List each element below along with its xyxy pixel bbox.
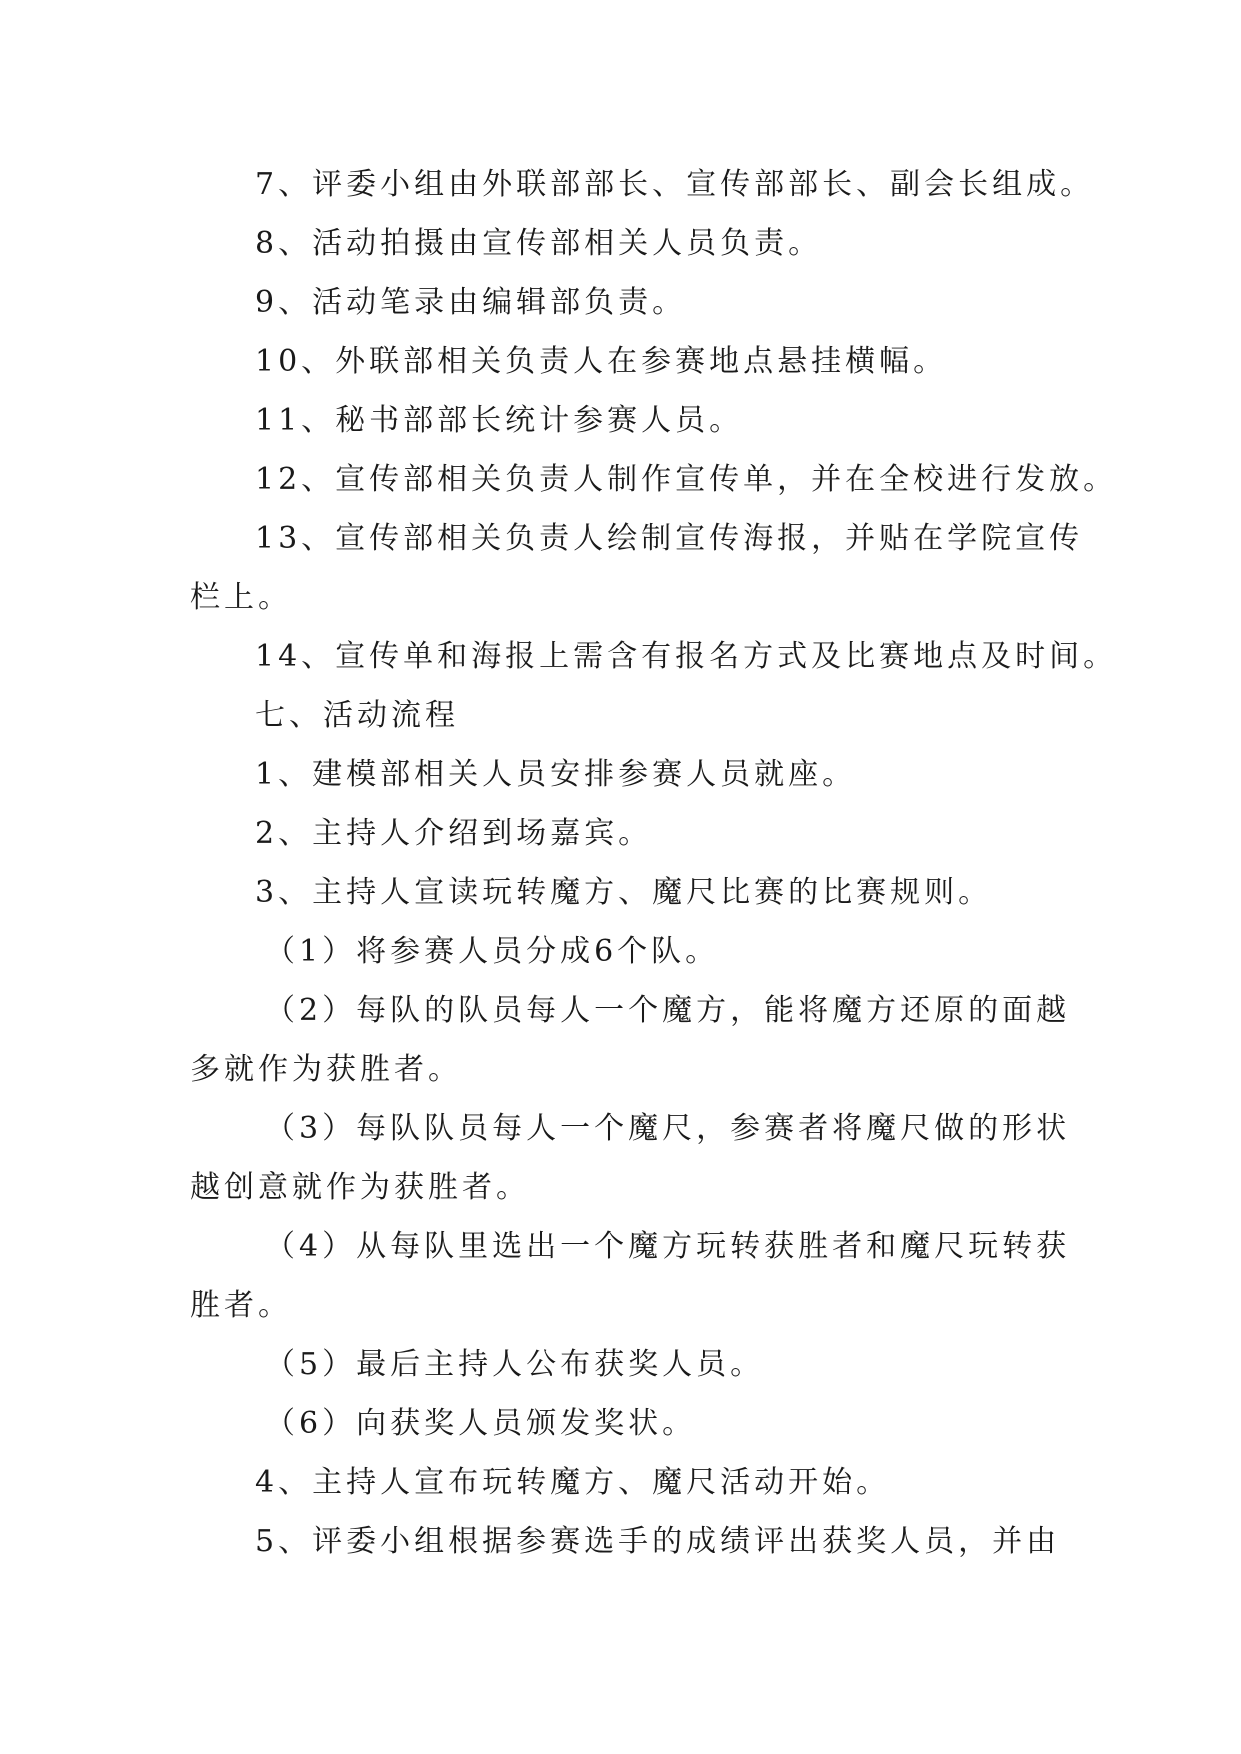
text-line-rule-1: （1）将参赛人员分成6个队。 (265, 934, 720, 969)
text-line-rule-6: （6）向获奖人员颁发奖状。 (265, 1406, 697, 1441)
section-heading: 七、活动流程 (255, 698, 459, 733)
text-line-item-14: 14、宣传单和海报上需含有报名方式及比赛地点及时间。 (255, 639, 1118, 674)
text-line-step-2: 2、主持人介绍到场嘉宾。 (255, 816, 653, 851)
text-line-step-5: 5、评委小组根据参赛选手的成绩评出获奖人员，并由 (255, 1524, 1061, 1559)
text-line-item-13: 13、宣传部相关负责人绘制宣传海报，并贴在学院宣传 (255, 521, 1084, 556)
text-line-step-4: 4、主持人宣布玩转魔方、魔尺活动开始。 (255, 1465, 891, 1500)
text-line-item-13-cont: 栏上。 (190, 580, 292, 615)
text-line-rule-2-cont: 多就作为获胜者。 (190, 1052, 462, 1087)
text-line-rule-2: （2）每队的队员每人一个魔方，能将魔方还原的面越 (265, 993, 1071, 1028)
text-line-step-3: 3、主持人宣读玩转魔方、魔尺比赛的比赛规则。 (255, 875, 993, 910)
text-line-rule-4-cont: 胜者。 (190, 1288, 292, 1323)
text-line-item-7: 7、评委小组由外联部部长、宣传部部长、副会长组成。 (255, 167, 1095, 202)
text-line-rule-3-cont: 越创意就作为获胜者。 (190, 1170, 530, 1205)
text-line-step-1: 1、建模部相关人员安排参赛人员就座。 (255, 757, 857, 792)
text-line-item-8: 8、活动拍摄由宣传部相关人员负责。 (255, 226, 823, 261)
text-line-rule-4: （4）从每队里选出一个魔方玩转获胜者和魔尺玩转获 (265, 1229, 1071, 1264)
text-line-rule-5: （5）最后主持人公布获奖人员。 (265, 1347, 765, 1382)
text-line-item-10: 10、外联部相关负责人在参赛地点悬挂横幅。 (255, 344, 948, 379)
text-line-item-9: 9、活动笔录由编辑部负责。 (255, 285, 687, 320)
text-line-item-11: 11、秘书部部长统计参赛人员。 (255, 403, 744, 438)
text-line-item-12: 12、宣传部相关负责人制作宣传单，并在全校进行发放。 (255, 462, 1118, 497)
text-line-rule-3: （3）每队队员每人一个魔尺，参赛者将魔尺做的形状 (265, 1111, 1071, 1146)
